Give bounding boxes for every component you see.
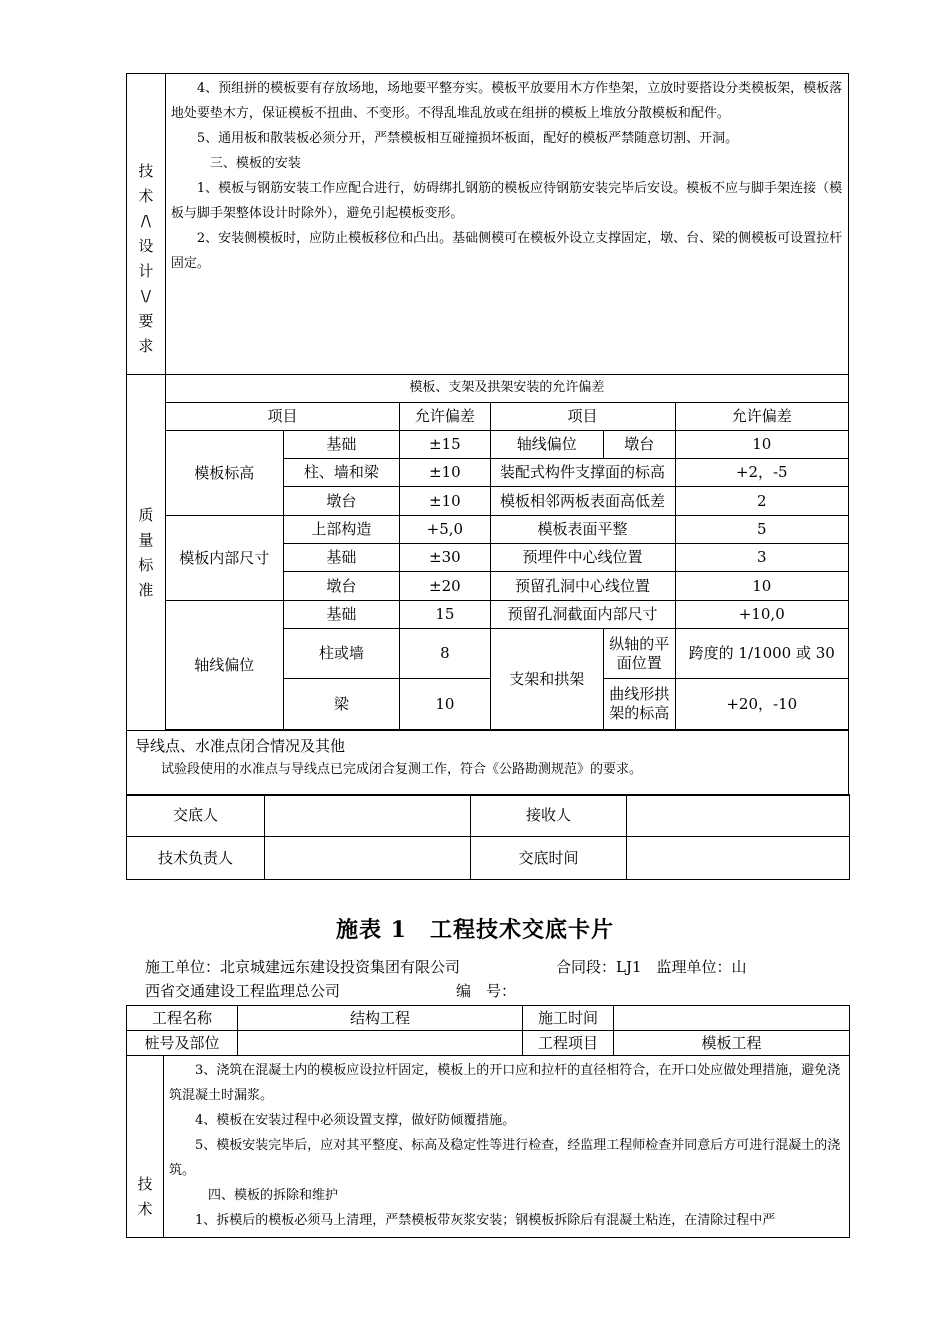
tolerance-value: 15 <box>400 601 490 629</box>
handover-value[interactable] <box>265 795 471 837</box>
info-line-2: 西省交通建设工程监理总公司 编 号： <box>145 982 517 1000</box>
handover-label: 交底人 <box>127 795 265 837</box>
tech-label-2: 技 术 <box>127 1056 164 1238</box>
tech-subheading: 四、模板的拆除和维护 <box>208 1188 339 1203</box>
info-line-1: 施工单位：北京城建远东建设投资集团有限公司 合同段：LJ1 监理单位：山 <box>145 958 747 976</box>
header-tolerance: 允许偏差 <box>675 403 849 431</box>
right-value: 5 <box>675 516 849 544</box>
sub-item: 基础 <box>283 431 400 459</box>
tech-subheading: 三、模板的安装 <box>209 156 301 171</box>
tech-paragraph: 5、模板安装完毕后，应对其平整度、标高及稳定性等进行检查，经监理工程师检查并同意后方可进行混凝土的浇筑。 <box>169 1138 841 1178</box>
tech-requirement-text <box>165 74 848 375</box>
tech-paragraph: 4、模板在安装过程中必须设置支撑，做好防倾覆措施。 <box>195 1113 516 1128</box>
tolerance-value: ±10 <box>400 459 490 487</box>
sub-item: 柱、墙和梁 <box>283 459 400 487</box>
tech-disclosure-table-upper <box>126 73 849 796</box>
sub-item: 柱或墙 <box>283 629 400 679</box>
sub-item: 基础 <box>283 601 400 629</box>
right-item: 轴线偏位 <box>490 431 603 459</box>
right-item: 装配式构件支撑面的标高 <box>490 459 675 487</box>
group-axis-offset: 轴线偏位 <box>165 601 283 730</box>
right-item: 预留孔洞中心线位置 <box>490 572 675 601</box>
tech-paragraph: 4、预组拼的模板要有存放场地，场地要平整夯实。模板平放要用木方作垫架，立放时要搭设分类模板架，模板落地处要垫木方，保证模板不扭曲、不变形。不得乱堆乱放或在组拼的模板上堆放分散模板和配件。 <box>170 81 843 121</box>
right-value: 2 <box>675 487 849 516</box>
project-item-label: 工程项目 <box>523 1031 614 1056</box>
tech-paragraph: 1、模板与钢筋安装工作应配合进行，妨碍绑扎钢筋的模板应待钢筋安装完毕后安设。模板不应与脚手架连接（模板与脚手架整体设计时除外），避免引起模板变形。 <box>170 181 843 221</box>
right-item: 模板表面平整 <box>490 516 675 544</box>
right-value: +10,0 <box>675 601 849 629</box>
handover-time-label: 交底时间 <box>471 837 627 880</box>
tech-paragraph: 1、拆模后的模板必须马上清理，严禁模板带灰浆安装；钢模板拆除后有混凝土粘连，在清除过程中严 <box>195 1213 776 1228</box>
tolerance-value: ±30 <box>400 544 490 572</box>
right-value: +2，-5 <box>675 459 849 487</box>
survey-text: 试验段使用的水准点与导线点已完成闭合复测工作，符合《公路勘测规范》的要求。 <box>161 762 643 777</box>
right-value: +20，-10 <box>675 679 849 730</box>
survey-section <box>127 731 849 796</box>
tech-requirement-label: 技 术 /\ 设 计 \/ 要 求 <box>127 74 166 375</box>
right-item: 模板相邻两板表面高低差 <box>490 487 675 516</box>
tolerance-value: 8 <box>400 629 490 679</box>
project-name-value: 结构工程 <box>238 1006 523 1031</box>
tech-text-2 <box>164 1056 850 1238</box>
group-internal-dimension: 模板内部尺寸 <box>165 516 283 601</box>
right-value: 3 <box>675 544 849 572</box>
tolerance-value: +5,0 <box>400 516 490 544</box>
card-title: 施表 1 工程技术交底卡片 <box>336 917 614 943</box>
receiver-value[interactable] <box>627 795 850 837</box>
right-item: 纵轴的平面位置 <box>604 629 675 679</box>
tolerance-value: 10 <box>400 679 490 730</box>
right-value: 10 <box>675 431 849 459</box>
right-item-scaffold: 支架和拱架 <box>490 629 603 730</box>
receiver-label: 接收人 <box>471 795 627 837</box>
header-item: 项目 <box>490 403 675 431</box>
sub-item: 梁 <box>283 679 400 730</box>
right-item: 预埋件中心线位置 <box>490 544 675 572</box>
tech-paragraph: 3、浇筑在混凝土内的模板应设拉杆固定，模板上的开口应和拉杆的直径相符合，在开口处应做处理措施，避免浇筑混凝土时漏浆。 <box>169 1063 841 1103</box>
tech-paragraph: 2、安装侧模板时，应防止模板移位和凸出。基础侧模可在模板外设立支撑固定，墩、台、梁的侧模板可设置拉杆固定。 <box>170 231 843 271</box>
tolerance-value: ±15 <box>400 431 490 459</box>
signature-table <box>126 794 850 880</box>
sub-item: 墩台 <box>283 487 400 516</box>
station-label: 桩号及部位 <box>127 1031 238 1056</box>
tech-paragraph: 5、通用板和散装板必须分开，严禁模板相互碰撞损坏板面，配好的模板严禁随意切割、开洞。 <box>196 131 739 146</box>
survey-heading: 导线点、水准点闭合情况及其他 <box>135 737 346 755</box>
tolerance-value: ±20 <box>400 572 490 601</box>
sub-item: 上部构造 <box>283 516 400 544</box>
station-value[interactable] <box>238 1031 523 1056</box>
quality-table-title: 模板、支架及拱架安装的允许偏差 <box>165 375 848 403</box>
quality-standard-label: 质 量 标 准 <box>127 375 166 731</box>
right-item: 墩台 <box>604 431 675 459</box>
tech-disclosure-table-lower <box>126 1005 850 1238</box>
tech-lead-label: 技术负责人 <box>127 837 265 880</box>
right-value: 10 <box>675 572 849 601</box>
tolerance-value: ±10 <box>400 487 490 516</box>
right-value: 跨度的 1/1000 或 30 <box>675 629 849 679</box>
tech-lead-value[interactable] <box>265 837 471 880</box>
project-name-label: 工程名称 <box>127 1006 238 1031</box>
construction-time-value[interactable] <box>614 1006 850 1031</box>
group-formwork-elevation: 模板标高 <box>165 431 283 516</box>
header-tolerance: 允许偏差 <box>400 403 490 431</box>
project-item-value: 模板工程 <box>614 1031 850 1056</box>
right-item: 预留孔洞截面内部尺寸 <box>490 601 675 629</box>
right-item: 曲线形拱架的标高 <box>604 679 675 730</box>
sub-item: 基础 <box>283 544 400 572</box>
header-item: 项目 <box>165 403 399 431</box>
sub-item: 墩台 <box>283 572 400 601</box>
handover-time-value[interactable] <box>627 837 850 880</box>
construction-time-label: 施工时间 <box>523 1006 614 1031</box>
